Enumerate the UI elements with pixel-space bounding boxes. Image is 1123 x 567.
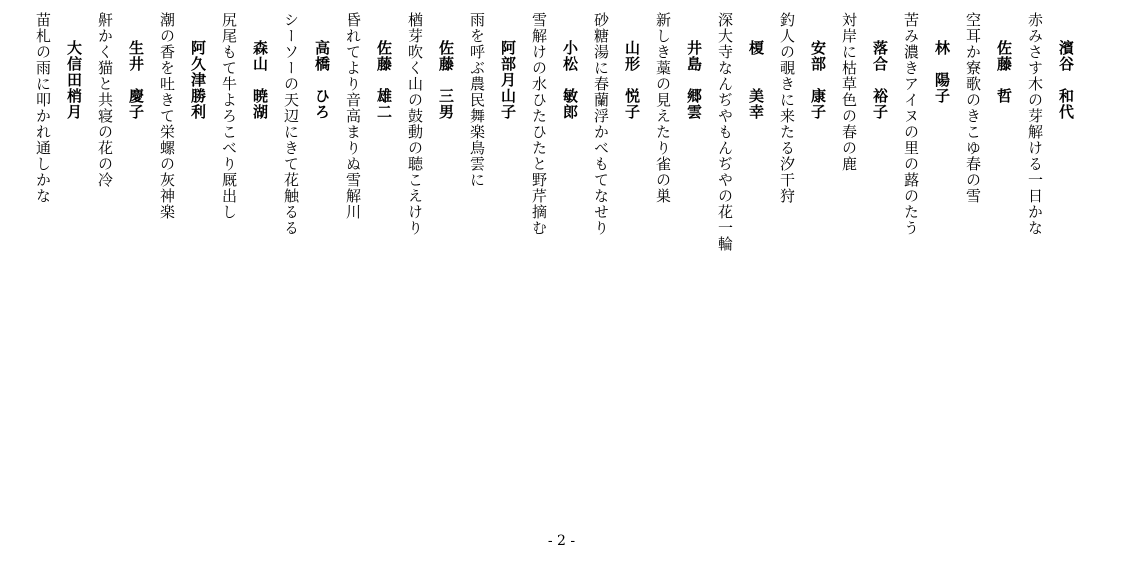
author-name: 山形 悦子 [623, 40, 641, 120]
author-name: 小松 敏郎 [561, 40, 579, 120]
haiku-entry [151, 12, 213, 492]
haiku-entry [1019, 12, 1081, 492]
author-name: 安部 康子 [809, 40, 827, 120]
haiku-text: 雨を呼ぶ農民舞楽鳥雲に [468, 12, 486, 188]
haiku-entry [275, 12, 337, 492]
haiku-entry [957, 12, 1019, 492]
page-number: - 2 - [547, 533, 576, 549]
haiku-text: 尻尾もて牛よろこべり厩出し [220, 12, 238, 220]
haiku-text: 潮の香を吐きて栄螺の灰神楽 [158, 12, 176, 220]
author-name: 森山 暁湖 [251, 40, 269, 120]
author-name: 阿久津勝利 [189, 40, 207, 120]
haiku-text: 苦み濃きアイヌの里の蕗のたう [902, 12, 920, 236]
haiku-text: 空耳か寮歌のきこゆ春の雪 [964, 12, 982, 204]
author-name: 佐藤 哲 [995, 40, 1013, 104]
author-name: 濱谷 和代 [1057, 40, 1075, 120]
haiku-text: 砂糖湯に春蘭浮かべもてなせり [592, 12, 610, 236]
haiku-entry [709, 12, 771, 492]
author-name: 落合 裕子 [871, 40, 889, 120]
haiku-entry [771, 12, 833, 492]
haiku-entry [585, 12, 647, 492]
haiku-entry [647, 12, 709, 492]
haiku-text: 苗札の雨に叩かれ通しかな [34, 12, 52, 204]
haiku-text: 対岸に枯草色の春の鹿 [840, 12, 858, 172]
author-name: 井島 郷雲 [685, 40, 703, 120]
haiku-text: 釣人の覗きに来たる汐干狩 [778, 12, 796, 204]
haiku-text: 鼾かく猫と共寝の花の冷 [96, 12, 114, 188]
haiku-entry [89, 12, 151, 492]
haiku-entry [213, 12, 275, 492]
author-name: 生井 慶子 [127, 40, 145, 120]
haiku-entry [895, 12, 957, 492]
author-name: 大信田梢月 [65, 40, 83, 120]
haiku-entry [461, 12, 523, 492]
haiku-text: シーソーの天辺にきて花触るる [282, 12, 300, 236]
haiku-entry [337, 12, 399, 492]
author-name: 佐藤 三男 [437, 40, 455, 120]
author-name: 阿部月山子 [499, 40, 517, 120]
haiku-text: 深大寺なんぢやもんぢやの花一輪 [716, 12, 734, 252]
haiku-text: 昏れてより音高まりぬ雪解川 [344, 12, 362, 220]
author-name: 佐藤 雄二 [375, 40, 393, 120]
haiku-text: 赤みさす木の芽解ける一日かな [1026, 12, 1044, 236]
haiku-entry [399, 12, 461, 492]
haiku-text: 楢芽吹く山の鼓動の聴こえけり [406, 12, 424, 236]
haiku-entry [27, 12, 89, 492]
author-name: 榎 美幸 [747, 40, 765, 120]
author-name: 林 陽子 [933, 40, 951, 104]
haiku-entry [523, 12, 585, 492]
author-name: 高橋 ひろ [313, 40, 331, 120]
haiku-text: 新しき藁の見えたり雀の巣 [654, 12, 672, 204]
haiku-entry [833, 12, 895, 492]
haiku-column-area [27, 12, 1081, 492]
haiku-text: 雪解けの水ひたひたと野芹摘む [530, 12, 548, 236]
